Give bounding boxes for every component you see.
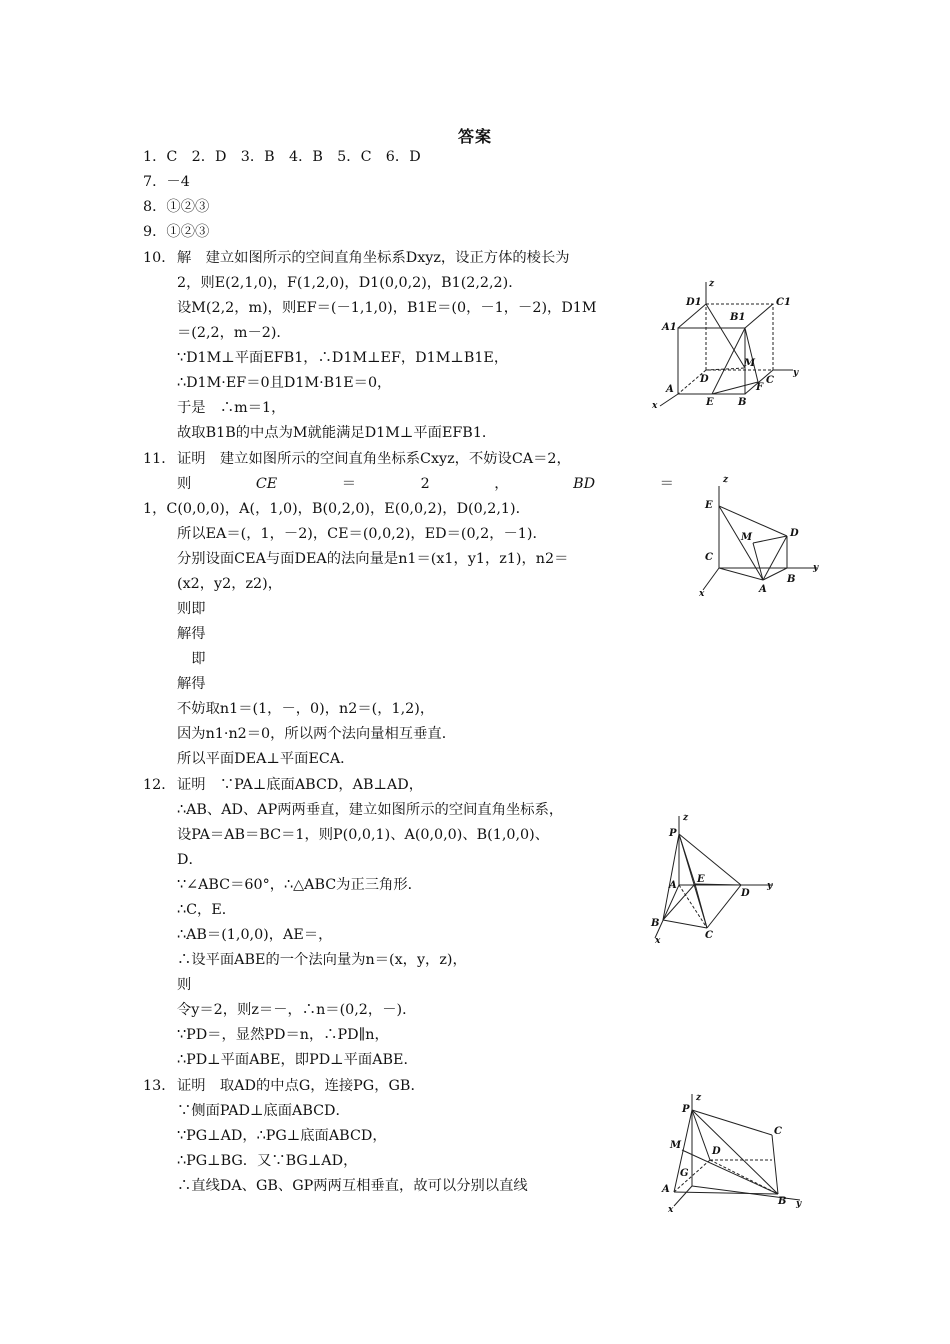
- q12-line: ∴AB、AD、AP两两垂直，建立如图所示的空间直角坐标系，: [177, 802, 564, 818]
- q12-line: 证明 ∵PA⊥底面ABCD，AB⊥AD，: [177, 777, 424, 793]
- q10-line: 设M(2,2，m)，则EF＝(－1,1,0)，B1E＝(0，－1，－2)，D1M: [177, 300, 597, 316]
- fig4-label: P: [682, 1104, 690, 1115]
- q11-justified-line: [177, 473, 674, 495]
- fig1-label: B1: [730, 312, 746, 323]
- fig2-label: E: [705, 500, 713, 511]
- q13-number: 13．: [143, 1078, 176, 1094]
- fig4-label: A: [662, 1184, 670, 1195]
- fig1-label: C: [766, 375, 774, 386]
- fig1-label: A: [666, 384, 674, 395]
- fig2-label: M: [741, 532, 753, 543]
- fig4-label: y: [796, 1199, 802, 1209]
- fig1-label: D: [700, 374, 709, 385]
- fig4-label: B: [778, 1196, 787, 1207]
- fig1-label: D1: [686, 297, 702, 308]
- q12-line: ∴PD⊥平面ABE，即PD⊥平面ABE．: [177, 1052, 418, 1068]
- q12-number: 12．: [143, 777, 176, 793]
- q12-line: ∵PD＝，显然PD＝n，∴PD∥n，: [177, 1027, 389, 1043]
- fig2-label: C: [705, 552, 713, 563]
- page-title: 答案: [457, 127, 492, 146]
- q12-line: ∴C，E．: [177, 902, 237, 918]
- fig2-label: z: [723, 475, 729, 485]
- fig4-label: D: [712, 1146, 721, 1157]
- answer-line-7: 7．－4: [143, 174, 190, 190]
- q11-line: 解得: [177, 626, 206, 642]
- fig1-label: F: [756, 382, 764, 393]
- fig1-label: C1: [776, 297, 791, 308]
- pyramid-figure-q13: [660, 1090, 810, 1215]
- q12-line: 设PA＝AB＝BC＝1，则P(0,0,1)、A(0,0,0)、B(1,0,0)、: [177, 827, 549, 843]
- fig2-label: x: [699, 589, 705, 598]
- q12-line: 令y＝2，则z＝－，∴n＝(0,2，－)．: [177, 1002, 417, 1018]
- pyramid-figure-q11: [695, 468, 825, 598]
- q11-line: 分别设面CEA与面DEA的法向量是n1＝(x1，y1，z1)，n2＝: [177, 551, 569, 567]
- q11-word: ，: [494, 476, 509, 492]
- q11-line: 所以平面DEA⊥平面ECA．: [177, 751, 355, 767]
- q12-line: ∴AB＝(1,0,0)，AE＝，: [177, 927, 333, 943]
- fig4-label: M: [670, 1140, 682, 1151]
- q11-line: (x2，y2，z2)，: [177, 576, 283, 592]
- fig1-label: y: [793, 368, 799, 378]
- q13-line: ∴直线DA、GB、GP两两互相垂直，故可以分别以直线: [177, 1178, 528, 1194]
- q11-line: 因为n1·n2＝0，所以两个法向量相互垂直．: [177, 726, 456, 742]
- q10-line: 故取B1B的中点为M就能满足D1M⊥平面EFB1．: [177, 425, 497, 441]
- q11-line: 则即: [177, 601, 206, 617]
- fig1-label: A1: [662, 322, 677, 333]
- q10-number: 10．: [143, 250, 176, 266]
- fig2-label: A: [759, 584, 767, 595]
- q13-line: ∵PG⊥AD，∴PG⊥底面ABCD，: [177, 1128, 387, 1144]
- q11-word: 2: [420, 476, 430, 492]
- fig2-label: y: [813, 563, 819, 573]
- q11-word: BD: [573, 476, 596, 492]
- q11-line: 即: [177, 651, 206, 667]
- answer-line-8: 8．①②③: [143, 199, 210, 215]
- fig1-label: M: [744, 358, 756, 369]
- q11-line: 证明 建立如图所示的空间直角坐标系Cxyz，不妨设CA＝2，: [177, 451, 571, 467]
- fig3-label: E: [697, 874, 705, 885]
- q11-number: 11．: [143, 451, 176, 467]
- q10-line: 解 建立如图所示的空间直角坐标系Dxyz，设正方体的棱长为: [177, 250, 570, 266]
- fig1-label: x: [652, 401, 658, 411]
- fig2-label: B: [787, 574, 796, 585]
- q12-line: ∵∠ABC＝60°，∴△ABC为正三角形．: [177, 877, 422, 893]
- fig4-label: G: [680, 1168, 689, 1179]
- q11-line: 1，C(0,0,0)，A(，1,0)，B(0,2,0)，E(0,0,2)，D(0,2,1)．: [143, 501, 530, 517]
- fig3-label: z: [683, 813, 689, 823]
- fig1-label: z: [709, 279, 715, 289]
- pyramid-figure-q12: [645, 810, 780, 945]
- q12-line: ∴设平面ABE的一个法向量为n＝(x，y，z)，: [177, 952, 467, 968]
- q12-line: D．: [177, 852, 203, 868]
- fig1-label: B: [738, 397, 747, 408]
- q11-word: ＝: [341, 476, 357, 492]
- q11-line: 所以EA＝(，1，－2)，CE＝(0,0,2)，ED＝(0,2，－1)．: [177, 526, 547, 542]
- q10-line: ＝(2,2，m－2)．: [177, 325, 291, 341]
- fig3-label: y: [767, 881, 773, 891]
- q11-line: 不妨取n1＝(1，－，0)，n2＝(，1,2)，: [177, 701, 435, 717]
- q13-line: ∴PG⊥BG．又∵BG⊥AD，: [177, 1153, 358, 1169]
- fig4-label: z: [696, 1093, 702, 1103]
- q13-line: ∵侧面PAD⊥底面ABCD．: [177, 1103, 350, 1119]
- q11-word: ＝: [659, 476, 674, 492]
- q10-line: ∴D1M·EF＝0且D1M·B1E＝0，: [177, 375, 392, 391]
- fig3-label: x: [655, 936, 661, 945]
- q10-line: 于是 ∴m＝1，: [177, 400, 286, 416]
- q11-line: 解得: [177, 676, 206, 692]
- fig1-label: E: [706, 397, 714, 408]
- q11-word: CE: [255, 476, 278, 492]
- fig3-label: D: [741, 888, 750, 899]
- answer-line-1-6: 1．C 2．D 3．B 4．B 5．C 6．D: [143, 149, 421, 165]
- q11-word: 则: [177, 476, 192, 492]
- q13-line: 证明 取AD的中点G，连接PG，GB．: [177, 1078, 425, 1094]
- q10-line: 2，则E(2,1,0)，F(1,2,0)，D1(0,0,2)，B1(2,2,2)．: [177, 275, 523, 291]
- fig3-label: C: [705, 930, 713, 941]
- fig3-label: B: [651, 918, 660, 929]
- fig4-label: C: [774, 1126, 782, 1137]
- q12-line: 则: [177, 977, 192, 993]
- q10-line: ∵D1M⊥平面EFB1，∴D1M⊥EF，D1M⊥B1E，: [177, 350, 509, 366]
- fig3-label: P: [669, 828, 677, 839]
- fig3-label: A: [669, 880, 677, 891]
- fig4-label: x: [668, 1205, 674, 1215]
- fig2-label: D: [790, 528, 799, 539]
- answer-line-9: 9．①②③: [143, 224, 210, 240]
- cube-figure: [648, 272, 808, 412]
